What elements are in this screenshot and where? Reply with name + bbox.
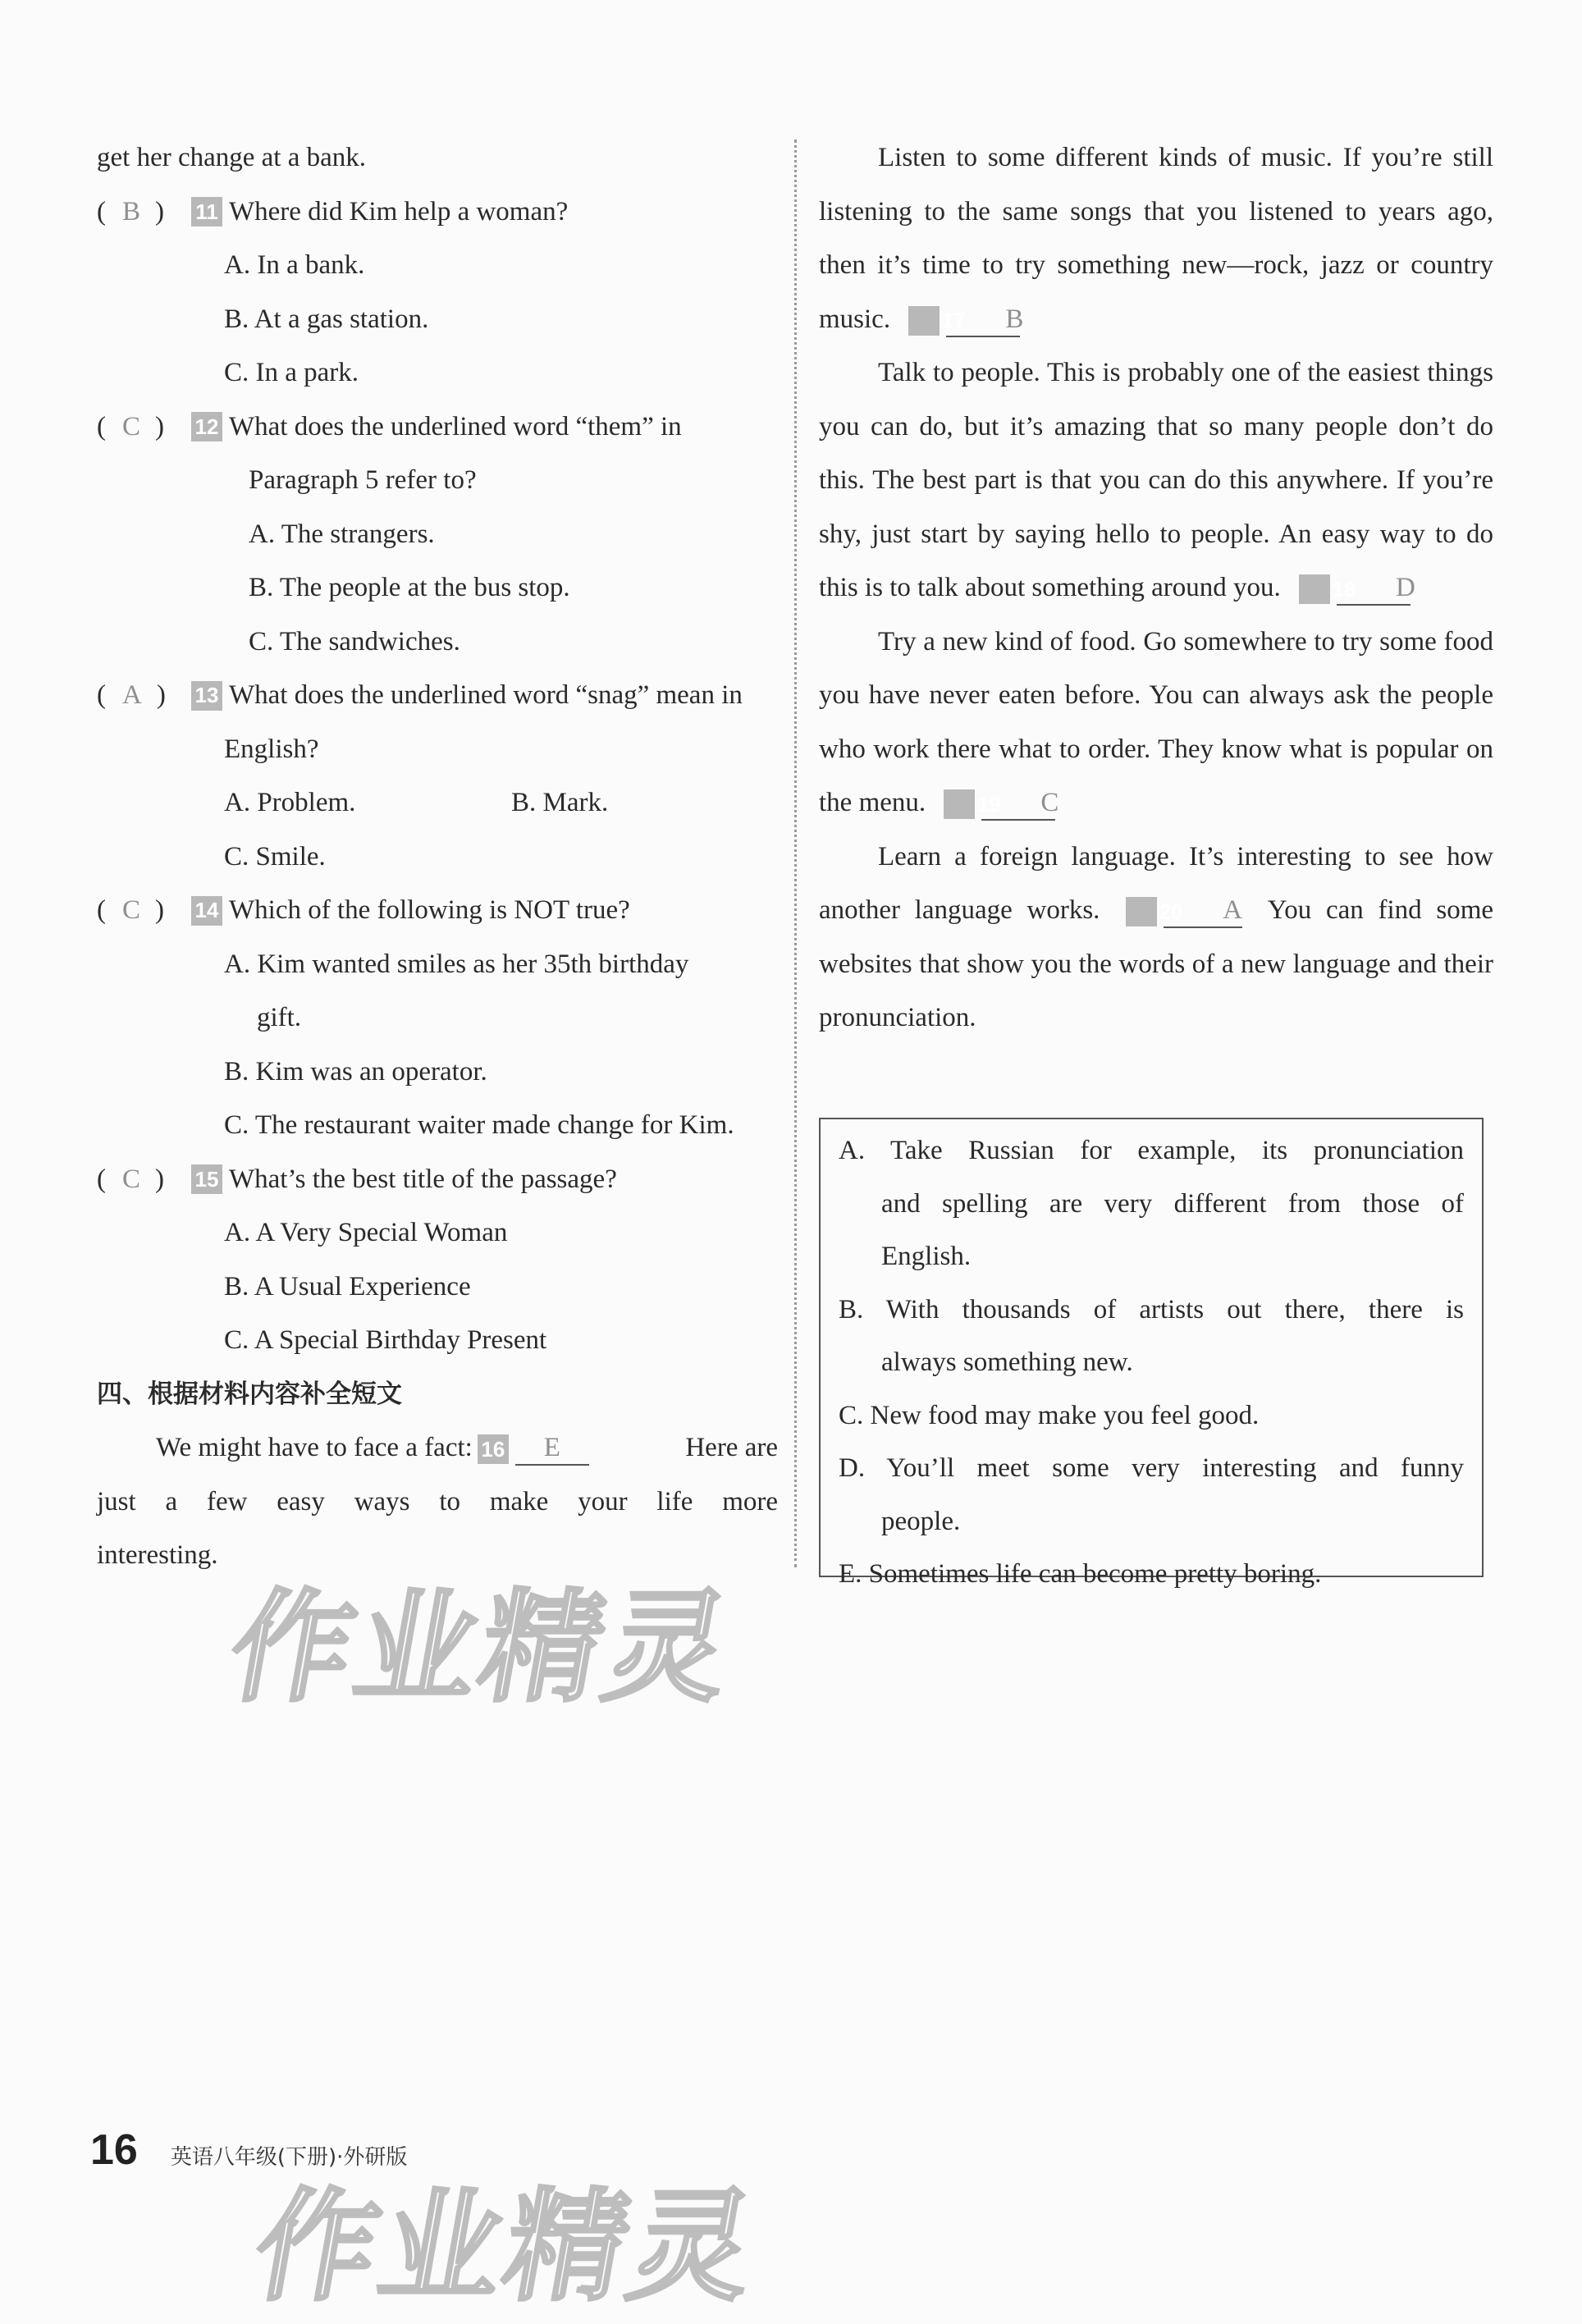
option: C. In a park. xyxy=(224,358,359,387)
question-text-continued: Paragraph 5 refer to? xyxy=(249,465,477,495)
question-text: What’s the best title of the passage? xyxy=(229,1164,617,1194)
box-option-a xyxy=(839,1124,1464,1283)
page-number: 16 xyxy=(90,2126,138,2174)
paragraph-line: just a few easy ways to make your life more xyxy=(97,1486,778,1517)
box-option-text: B. With thousands of artists out there, there is xyxy=(839,1294,1464,1324)
box-option-text: A. Take Russian for example, its pronunciation xyxy=(839,1136,1464,1165)
option: C. The restaurant waiter made change for Kim. xyxy=(224,1110,734,1140)
answer-blank: C xyxy=(981,786,1055,821)
question-12 xyxy=(97,400,778,670)
answer-blank: A xyxy=(1164,894,1242,928)
question-number-badge: 16 xyxy=(478,1434,509,1464)
left-column xyxy=(97,131,778,1583)
question-text: What does the underlined word “snag” mean in xyxy=(229,680,743,710)
paragraph-line xyxy=(97,1421,778,1475)
intro-line: get her change at a bank. xyxy=(97,143,367,172)
text: Here are xyxy=(685,1433,778,1462)
option: A. Problem. xyxy=(224,788,356,817)
answer-paren: ( C ) xyxy=(97,400,191,455)
option: A. The strangers. xyxy=(249,519,435,549)
question-number-badge: 12 xyxy=(191,412,222,441)
option: B. The people at the bus stop. xyxy=(249,573,570,602)
option-continued: gift. xyxy=(257,1003,302,1032)
paragraph-text: You can find some websites that show you the words of a new language and their pronunciation. xyxy=(819,895,1494,1032)
option: A. In a bank. xyxy=(224,250,365,280)
option: C. A Special Birthday Present xyxy=(224,1325,547,1355)
text: We might have to face a fact: xyxy=(156,1433,473,1462)
answer-paren: ( A ) xyxy=(97,669,191,723)
paragraph-19 xyxy=(819,615,1493,830)
box-option-text: people. xyxy=(881,1506,961,1536)
answer-mark: C xyxy=(122,411,141,441)
box-option-text: English. xyxy=(881,1242,972,1271)
text-segment xyxy=(156,1421,589,1475)
question-text: Where did Kim help a woman? xyxy=(229,196,569,226)
paragraph-text: Learn a foreign language. It’s interesting to see how another language works. xyxy=(819,841,1493,925)
paragraph-18 xyxy=(819,346,1493,615)
column-divider xyxy=(794,140,797,1567)
question-13 xyxy=(97,669,778,884)
option-row xyxy=(97,776,778,830)
question-text: What does the underlined word “them” in xyxy=(229,411,682,441)
box-option-text: C. New food may make you feel good. xyxy=(839,1400,1260,1430)
option: C. Smile. xyxy=(224,841,326,872)
options-box xyxy=(819,1118,1484,1589)
question-number-badge: 17 xyxy=(908,306,940,336)
question-text-continued: English? xyxy=(224,734,319,764)
page-footer xyxy=(90,2125,407,2175)
watermark: 作业精灵 xyxy=(244,2176,769,2317)
paragraph-text: Try a new kind of food. Go somewhere to try some food you have never eaten before. You can always ask the people who work there what to order. They know what is popular on the menu. xyxy=(819,626,1493,817)
option: B. At a gas station. xyxy=(224,304,429,334)
answer-blank: D xyxy=(1337,571,1411,606)
question-number-badge: 19 xyxy=(944,789,975,819)
option: B. A Usual Experience xyxy=(224,1271,471,1302)
watermark: 作业精灵 xyxy=(219,1577,744,1718)
question-number-badge: 11 xyxy=(191,197,222,226)
paragraph-line: interesting. xyxy=(97,1540,218,1570)
box-option-text: E. Sometimes life can become pretty boring. xyxy=(839,1559,1322,1589)
answer-mark: C xyxy=(122,895,141,925)
box-option-d xyxy=(839,1442,1464,1548)
paragraph-text: Talk to people. This is probably one of the easiest things you can do, but it’s amazing that so many people don’t do this. The best part is that you can do this anywhere. If you’re shy, just start by saying hello to people. An easy way to do this is to talk about something around you. xyxy=(819,358,1493,602)
question-number-badge: 14 xyxy=(191,896,222,926)
question-11 xyxy=(97,185,778,400)
question-number-badge: 18 xyxy=(1299,574,1330,604)
answer-paren: ( C ) xyxy=(97,884,191,938)
option: B. Mark. xyxy=(511,788,609,817)
paragraph-20 xyxy=(819,830,1493,1045)
section-title: 四、根据材料内容补全短文 xyxy=(97,1379,402,1409)
answer-mark: C xyxy=(122,1164,141,1194)
right-column xyxy=(819,131,1493,1045)
box-option-text: and spelling are very different from those of xyxy=(881,1188,1464,1219)
answer-blank: E xyxy=(515,1431,589,1466)
box-option-b xyxy=(839,1283,1464,1389)
question-number-badge: 13 xyxy=(191,681,222,711)
box-option-text: always something new. xyxy=(881,1347,1133,1377)
paragraph-17 xyxy=(819,131,1493,346)
box-option-text: D. You’ll meet some very interesting and funny xyxy=(839,1453,1464,1483)
answer-blank: B xyxy=(946,303,1020,337)
option: C. The sandwiches. xyxy=(249,626,460,656)
paragraph-text: Listen to some different kinds of music. If you’re still listening to the same songs that you listened to years ago, then it’s time to try something new—rock, jazz or country music. xyxy=(819,143,1493,334)
answer-paren: ( B ) xyxy=(97,185,191,240)
question-number-badge: 20 xyxy=(1126,897,1157,926)
book-title: 英语八年级(下册)·外研版 xyxy=(170,2145,408,2170)
box-option-c xyxy=(839,1389,1464,1443)
box-option-e xyxy=(839,1548,1464,1601)
option: B. Kim was an operator. xyxy=(224,1056,487,1087)
answer-mark: A xyxy=(122,680,142,710)
answer-paren: ( C ) xyxy=(97,1153,191,1207)
question-15 xyxy=(97,1153,778,1368)
option: A. Kim wanted smiles as her 35th birthday xyxy=(224,949,689,979)
question-14 xyxy=(97,884,778,1153)
answer-mark: B xyxy=(122,196,141,226)
option: A. A Very Special Woman xyxy=(224,1218,508,1247)
question-text: Which of the following is NOT true? xyxy=(229,895,630,925)
question-number-badge: 15 xyxy=(191,1164,222,1194)
